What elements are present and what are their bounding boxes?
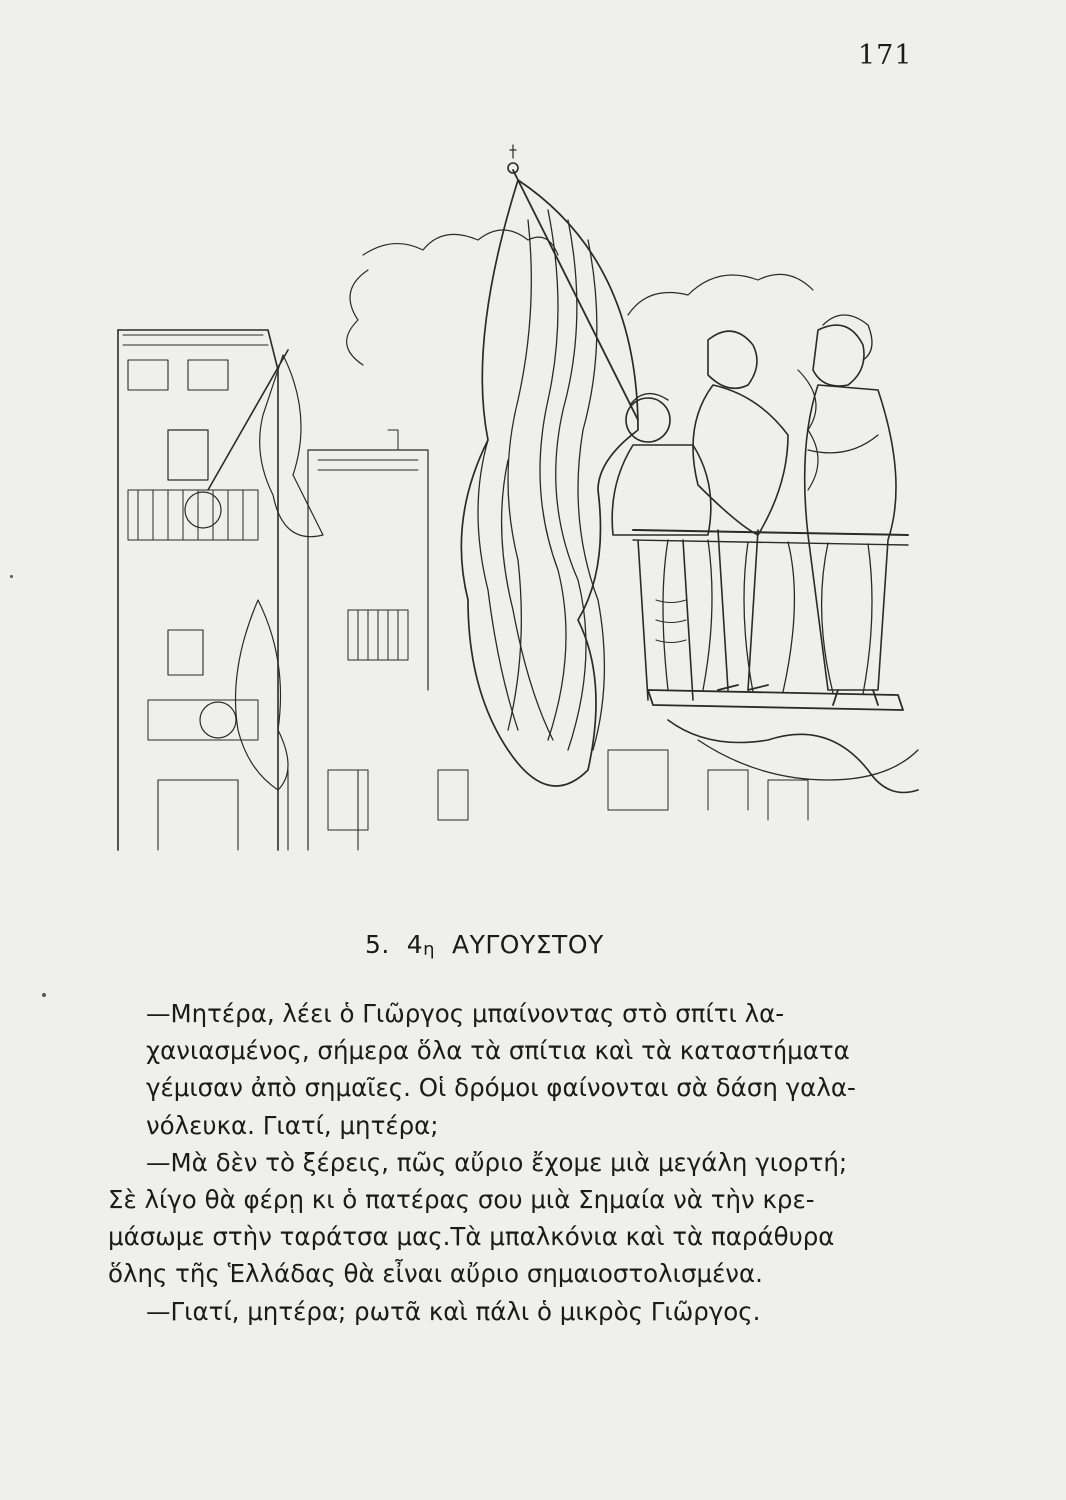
family-on-balcony-with-flags-icon <box>108 130 920 860</box>
body-text <box>108 995 948 1330</box>
text-line: μάσωμε στὴν ταράτσα μας.Τὰ μπαλκόνια καὶ τὰ παράθυρα <box>108 1222 835 1252</box>
chapter-title-number: 4 <box>406 930 424 959</box>
text-line: —Γιατί, μητέρα; ρωτᾶ καὶ πάλι ὁ μικρὸς Γιῶργος. <box>146 1296 761 1326</box>
text-line: Σὲ λίγο θὰ φέρῃ κι ὁ πατέρας σου μιὰ Σημαία νὰ τὴν κρε- <box>108 1185 815 1215</box>
chapter-title-suffix: η <box>423 939 436 960</box>
text-line: νόλευκα. Γιατί, μητέρα; <box>146 1110 439 1140</box>
chapter-number: 5. <box>365 930 390 959</box>
paragraph-2 <box>108 1144 948 1293</box>
page-number: 171 <box>858 40 913 71</box>
illustration <box>108 130 920 860</box>
paragraph-3 <box>108 1293 948 1330</box>
text-line: ὅλης τῆς Ἑλλάδας θὰ εἶναι αὔριο σημαιοστολισμένα. <box>108 1259 763 1289</box>
ink-speck <box>10 575 13 578</box>
ink-speck <box>42 993 46 997</box>
text-line: γέμισαν ἀπὸ σημαῖες. Οἱ δρόμοι φαίνονται σὰ δάση γαλα- <box>146 1073 856 1103</box>
text-line: —Μὰ δὲν τὸ ξέρεις, πῶς αὔριο ἔχομε μιὰ μεγάλη γιορτή; <box>146 1147 848 1177</box>
text-line: —Μητέρα, λέει ὁ Γιῶργος μπαίνοντας στὸ σπίτι λα- <box>146 999 785 1028</box>
paragraph-1 <box>108 995 948 1144</box>
text-line: χανιασμένος, σήμερα ὅλα τὰ σπίτια καὶ τὰ καταστήματα <box>146 1036 850 1066</box>
chapter-title-word: ΑΥΓΟΥΣΤΟΥ <box>452 930 604 959</box>
chapter-title <box>365 930 604 960</box>
